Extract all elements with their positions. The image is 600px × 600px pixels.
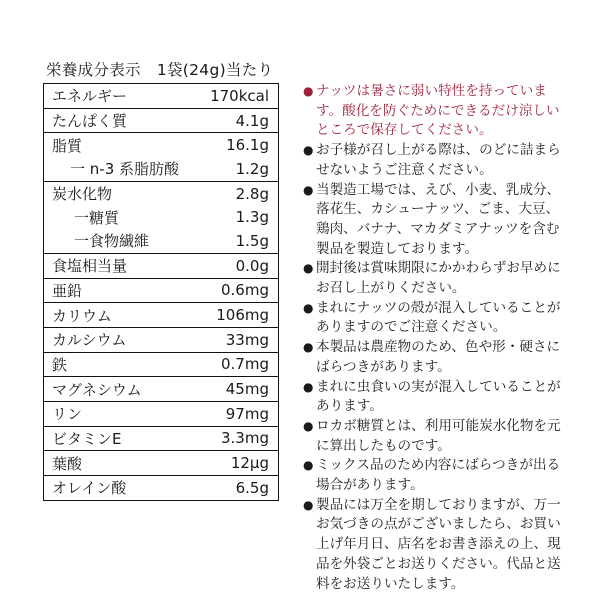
- nutrient-name: オレイン酸: [52, 479, 127, 498]
- bullet-icon: ●: [303, 340, 314, 355]
- nutrition-row: [44, 157, 278, 181]
- nutrient-value: 33mg: [225, 330, 269, 349]
- note-text: 本製品は農産物のため、色や形・硬さにばらつきがあります。: [316, 339, 561, 375]
- nutrient-value: 16.1g: [226, 136, 269, 155]
- note-text: ナッツは暑さに弱い特性を持っています。酸化を防ぐためにできるだけ涼しいところで保存してください。: [316, 83, 560, 139]
- note-item: [303, 299, 563, 338]
- nutrient-value: 0.6mg: [221, 281, 269, 300]
- nutrition-row: [44, 109, 278, 133]
- nutrient-name: 脂質: [52, 136, 83, 155]
- note-text: まれにナッツの殻が混入していることがありますのでご注意ください。: [316, 299, 561, 336]
- nutrient-value: 6.5g: [235, 478, 269, 497]
- product-notes: [303, 82, 563, 594]
- nutrient-name: エネルギー: [52, 87, 128, 106]
- nutrition-group: [44, 84, 278, 108]
- nutrition-row: [44, 402, 278, 426]
- nutrient-value: 1.3g: [235, 208, 269, 227]
- note-text: 製品には万全を期しておりますが、万一お気づきの点がございましたら、お買い上げ年月日、店名をお書き添えの上、現品を外袋ごとお送りください。代品と送料をお送りいたします。: [316, 496, 561, 592]
- nutrition-row: [44, 328, 278, 352]
- nutrition-row: [44, 377, 278, 401]
- nutrient-name: 葉酸: [52, 454, 83, 473]
- nutrition-row: [44, 303, 278, 327]
- note-text: まれに虫食いの実が混入していることがあります。: [316, 378, 561, 415]
- nutrition-group: [44, 475, 278, 500]
- nutrient-name: リン: [52, 405, 83, 424]
- bullet-icon: ●: [303, 418, 314, 433]
- nutrient-name: 鉄: [52, 355, 68, 374]
- bullet-icon: ●: [303, 458, 314, 473]
- nutrient-value: 0.0g: [235, 256, 269, 275]
- nutrition-title-label: 栄養成分表示: [46, 61, 141, 79]
- nutrient-value: 2.8g: [235, 184, 269, 203]
- bullet-icon: ●: [303, 182, 314, 197]
- note-item: [303, 378, 563, 417]
- nutrition-table-title: [46, 58, 273, 80]
- nutrition-group: [44, 376, 278, 401]
- note-item: [303, 338, 563, 377]
- nutrition-row: [44, 279, 278, 303]
- nutrition-row: [44, 353, 278, 377]
- nutrient-value: 45mg: [225, 380, 269, 399]
- nutrient-name: 一 n-3 系脂肪酸: [70, 160, 179, 179]
- nutrition-row: [44, 476, 278, 500]
- nutrient-value: 1.5g: [235, 231, 269, 250]
- note-item: [303, 456, 563, 495]
- nutrition-row: [44, 182, 278, 206]
- note-item: [303, 417, 563, 456]
- nutrient-name: ビタミンE: [52, 429, 122, 448]
- nutrient-name: 一食物繊維: [74, 232, 150, 251]
- nutrition-group: [44, 253, 278, 278]
- note-text: 当製造工場では、えび、小麦、乳成分、落花生、カシューナッツ、ごま、大豆、鶏肉、バナナ、マカダミアナッツを含む製品を製造しております。: [316, 181, 561, 257]
- note-item: [303, 259, 563, 298]
- nutrition-row: [44, 84, 278, 108]
- note-item: [303, 141, 563, 180]
- storage-warning-note: [303, 82, 563, 141]
- nutrient-value: 170kcal: [210, 86, 269, 105]
- bullet-icon: ●: [303, 497, 314, 512]
- bullet-icon: ●: [303, 300, 314, 315]
- nutrient-name: たんぱく質: [52, 112, 128, 131]
- nutrition-group: [44, 450, 278, 475]
- nutrition-group: [44, 327, 278, 352]
- nutrient-name: カリウム: [52, 306, 112, 325]
- nutrient-name: マグネシウム: [52, 380, 142, 399]
- nutrient-value: 12μg: [230, 454, 269, 473]
- nutrition-row: [44, 451, 278, 475]
- nutrient-value: 97mg: [225, 404, 269, 423]
- nutrition-row: [44, 205, 278, 229]
- nutrition-row: [44, 254, 278, 278]
- nutrition-facts-table: [43, 83, 279, 501]
- nutrient-name: カルシウム: [52, 331, 127, 350]
- bullet-icon: ●: [303, 261, 314, 276]
- serving-size-label: 1袋(24g)当たり: [156, 61, 274, 79]
- nutrient-value: 1.2g: [235, 159, 269, 178]
- nutrient-value: 0.7mg: [221, 355, 269, 374]
- note-text: ロカボ糖質とは、利用可能炭水化物を元に算出したものです。: [316, 417, 561, 454]
- nutrient-name: 亜鉛: [52, 281, 83, 300]
- nutrient-name: 食塩相当量: [52, 257, 128, 276]
- note-text: ミックス品のため内容にばらつきが出る場合があります。: [316, 457, 561, 494]
- nutrition-row: [44, 427, 278, 451]
- nutrition-group: [44, 278, 278, 303]
- nutrient-value: 4.1g: [235, 111, 269, 130]
- nutrient-value: 3.3mg: [221, 429, 269, 448]
- nutrient-name: 炭水化物: [52, 185, 113, 204]
- bullet-icon: ●: [303, 84, 314, 98]
- bullet-icon: ●: [303, 143, 314, 158]
- nutrition-group: [44, 108, 278, 133]
- nutrition-group: [44, 401, 278, 426]
- nutrient-value: 106mg: [216, 306, 269, 325]
- bullet-icon: ●: [303, 379, 314, 394]
- note-text: 開封後は賞味期限にかかわらずお早めにお召し上がりください。: [316, 260, 561, 297]
- nutrition-group: [44, 352, 278, 377]
- nutrition-group: [44, 426, 278, 451]
- nutrition-group: [44, 302, 278, 327]
- note-text: お子様が召し上がる際は、のどに詰まらせないようご注意ください。: [316, 142, 561, 178]
- nutrition-row: [44, 229, 278, 253]
- note-item: [303, 496, 563, 595]
- nutrition-row: [44, 133, 278, 157]
- nutrient-name: 一糖質: [74, 208, 120, 227]
- note-item: [303, 181, 563, 260]
- nutrition-group: [44, 132, 278, 180]
- nutrition-group: [44, 181, 278, 253]
